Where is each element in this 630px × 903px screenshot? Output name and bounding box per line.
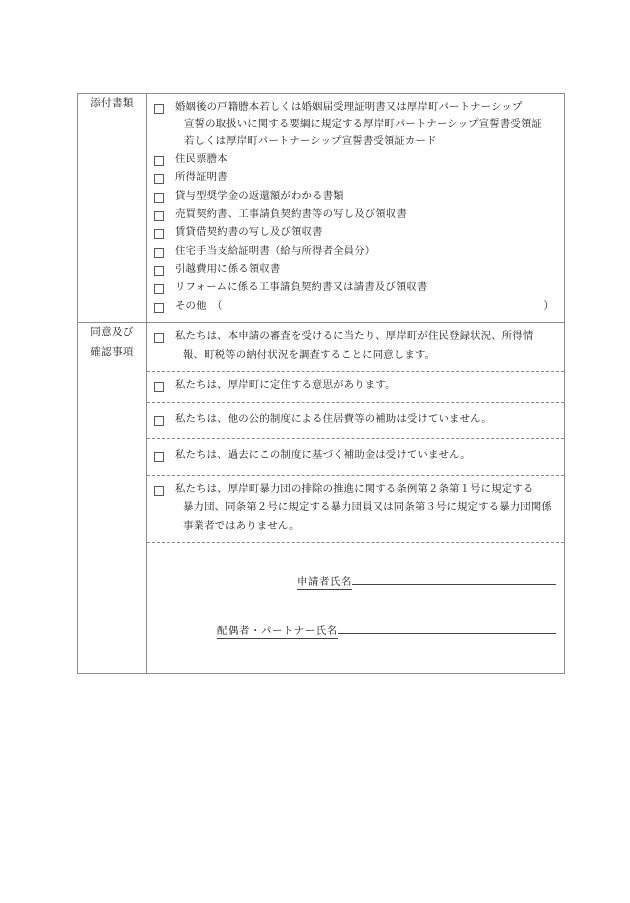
attachment-text: 住宅手当支給証明書（給与所得者全員分） [175, 245, 376, 257]
attachment-text: 住民票謄本 [175, 154, 228, 166]
consent-text: 私たちは、他の公的制度による住居費等の補助は受けていません。 [175, 413, 492, 425]
list-item[interactable] [147, 476, 564, 544]
consent-text: 私たちは、厚岸町に定住する意思があります。 [175, 380, 396, 392]
application-form-table [77, 93, 565, 674]
checkbox-icon[interactable] [154, 156, 164, 166]
attachments-label: 添付書類 [90, 98, 134, 109]
attachment-text-other [175, 299, 556, 316]
attachment-text: 所得証明書 [175, 172, 228, 184]
checkbox-icon[interactable] [154, 104, 164, 114]
consent-checkbox-list [147, 323, 564, 673]
checkbox-icon[interactable] [154, 284, 164, 294]
checkbox-icon[interactable] [154, 416, 164, 426]
attachment-other-label: その他 （ [175, 300, 223, 312]
list-item[interactable] [147, 403, 564, 440]
partner-signature-rule[interactable] [338, 622, 556, 634]
consent-line: 私たちは、厚岸町暴力団の排除の推進に関する条例第２条第１号に規定する [175, 483, 534, 495]
checkbox-icon[interactable] [154, 452, 164, 462]
signature-area [147, 543, 564, 673]
list-item[interactable] [154, 189, 556, 206]
list-item[interactable] [154, 244, 556, 261]
list-item[interactable] [154, 170, 556, 187]
partner-signature-line[interactable] [155, 622, 556, 639]
list-item[interactable] [154, 262, 556, 279]
attachment-checkbox-list [147, 94, 564, 322]
applicant-signature-label: 申請者氏名 [297, 573, 352, 590]
consent-label-line-2: 確認事項 [90, 346, 134, 358]
list-item[interactable] [147, 439, 564, 476]
consent-line: 報、町税等の納付状況を調査することに同意します。 [183, 349, 436, 361]
checkbox-icon[interactable] [154, 303, 164, 313]
attachment-text [175, 100, 556, 151]
list-item[interactable] [154, 207, 556, 224]
attachments-content-cell [147, 94, 565, 323]
attachment-line: 宣誓の取扱いに関する要綱に規定する厚岸町パートナーシップ宣誓書受領証 [184, 118, 542, 130]
applicant-signature-rule[interactable] [352, 573, 556, 585]
attachment-line: 若しくは厚岸町パートナーシップ宣誓書受領証カード [184, 135, 437, 147]
checkbox-icon[interactable] [154, 266, 164, 276]
consent-text [175, 481, 554, 537]
consent-row [78, 323, 565, 674]
checkbox-icon[interactable] [154, 333, 164, 343]
list-item-other[interactable] [154, 299, 556, 316]
attachment-text: 賃貸借契約書の写し及び領収書 [175, 227, 323, 239]
checkbox-icon[interactable] [154, 382, 164, 392]
consent-label-cell [78, 323, 147, 674]
attachment-text: リフォームに係る工事請負契約書又は請書及び領収書 [175, 282, 428, 294]
checkbox-icon[interactable] [154, 248, 164, 258]
consent-label-line-1: 同意及び [90, 327, 134, 339]
list-item[interactable] [147, 323, 564, 372]
consent-content-cell [147, 323, 565, 674]
attachment-text: 売買契約書、工事請負契約書等の写し及び領収書 [175, 209, 407, 221]
consent-line: 事業者ではありません。 [183, 520, 300, 532]
attachment-text: 引越費用に係る領収書 [175, 264, 281, 276]
checkbox-icon[interactable] [154, 229, 164, 239]
attachments-label-cell [78, 94, 147, 323]
checkbox-icon[interactable] [154, 174, 164, 184]
consent-line: 私たちは、本申請の審査を受けるに当たり、厚岸町が住民登録状況、所得情 [175, 331, 534, 343]
attachments-row [78, 94, 565, 323]
list-item[interactable] [154, 225, 556, 242]
checkbox-icon[interactable] [154, 193, 164, 203]
list-item[interactable] [154, 152, 556, 169]
checkbox-icon[interactable] [154, 486, 164, 496]
attachment-text: 貸与型奨学金の返還額がわかる書類 [175, 190, 344, 202]
partner-signature-label: 配偶者・パートナー氏名 [217, 622, 338, 639]
consent-text: 私たちは、過去にこの制度に基づく補助金は受けていません。 [175, 450, 471, 462]
list-item[interactable] [147, 372, 564, 403]
consent-text [175, 328, 554, 365]
list-item[interactable] [154, 280, 556, 297]
consent-line: 暴力団、同条第２号に規定する暴力団員又は同条第３号に規定する暴力団関係 [183, 502, 552, 514]
checkbox-icon[interactable] [154, 211, 164, 221]
attachment-other-close-paren: ） [543, 300, 554, 312]
list-item[interactable] [154, 100, 556, 151]
applicant-signature-line[interactable] [155, 573, 556, 590]
attachment-line: 婚姻後の戸籍謄本若しくは婚姻届受理証明書又は厚岸町パートナーシップ [175, 102, 523, 113]
